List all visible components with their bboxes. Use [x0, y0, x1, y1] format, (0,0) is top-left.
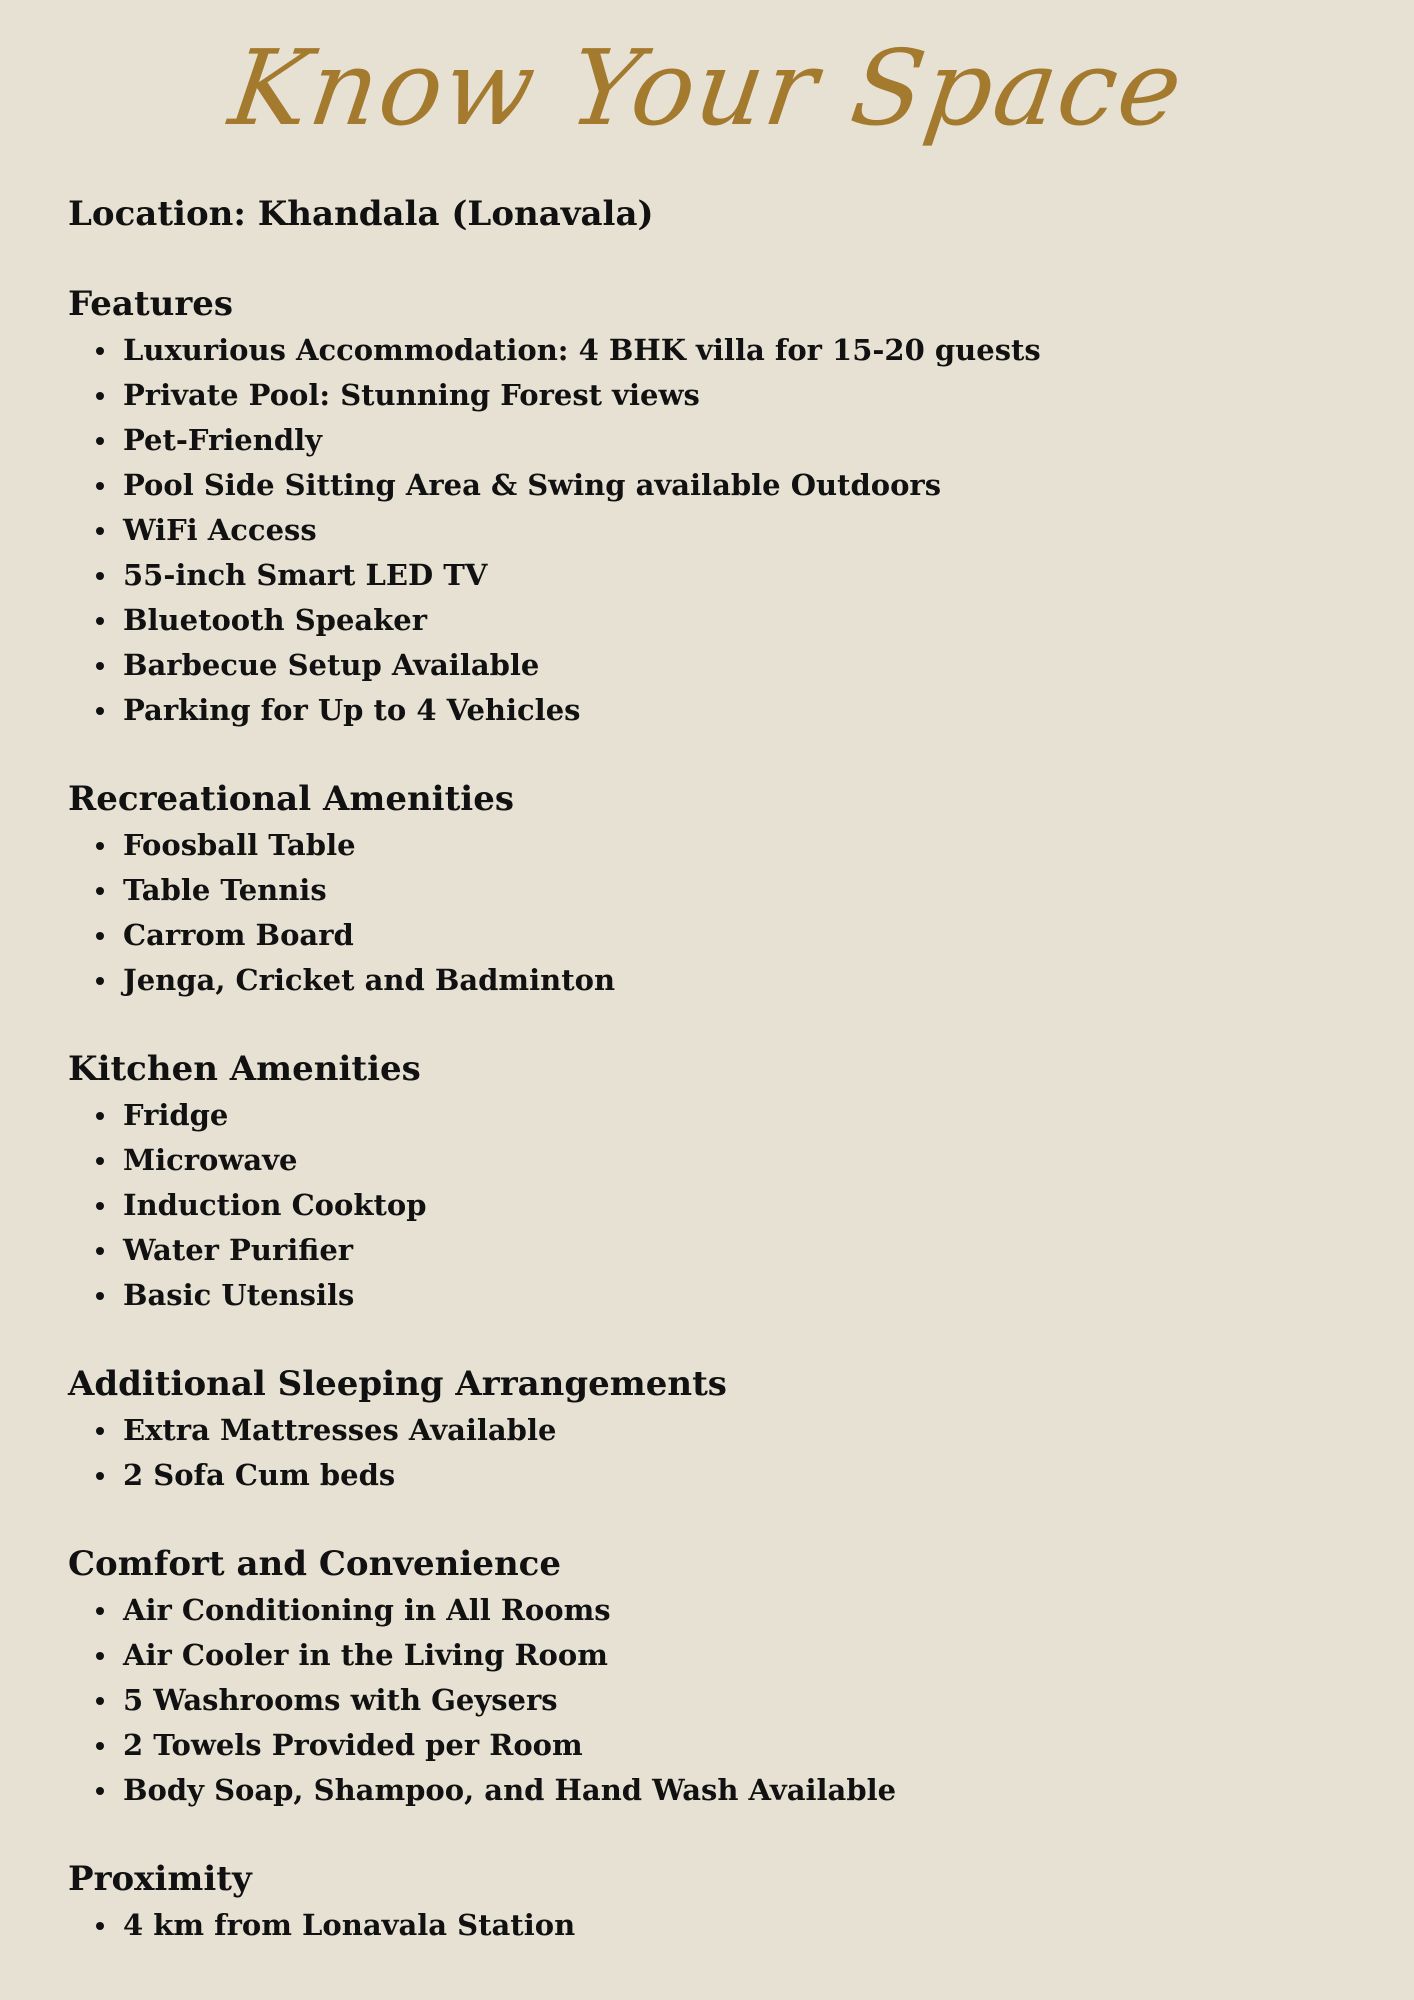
list-item-text: Basic Utensils: [123, 1278, 355, 1312]
features-list: [68, 328, 1368, 733]
list-item: [68, 688, 1368, 733]
list-item-text: Bluetooth Speaker: [123, 603, 428, 637]
bullet-icon: [96, 1472, 104, 1480]
content: [68, 190, 1368, 1948]
bullet-icon: [96, 1112, 104, 1120]
bullet-icon: [96, 1427, 104, 1435]
bullet-icon: [96, 1607, 104, 1615]
list-item-text: Foosball Table: [123, 828, 356, 862]
bullet-icon: [96, 437, 104, 445]
section-heading: Kitchen Amenities: [68, 1049, 421, 1089]
bullet-icon: [96, 662, 104, 670]
list-item-text: 4 km from Lonavala Station: [123, 1908, 576, 1942]
section-proximity: [68, 1855, 1368, 1948]
list-item: [68, 598, 1368, 643]
list-item-text: Carrom Board: [123, 918, 354, 952]
list-item-text: Air Cooler in the Living Room: [123, 1638, 608, 1672]
bullet-icon: [96, 842, 104, 850]
kitchen-amenities-list: [68, 1093, 1368, 1318]
bullet-icon: [96, 347, 104, 355]
section-heading: Recreational Amenities: [68, 779, 514, 819]
location-line: Location: Khandala (Lonavala): [68, 194, 654, 234]
section-features: [68, 280, 1368, 733]
list-item: [68, 1768, 1368, 1813]
list-item: [68, 868, 1368, 913]
bullet-icon: [96, 392, 104, 400]
bullet-icon: [96, 1202, 104, 1210]
section-kitchen-amenities: [68, 1045, 1368, 1318]
list-item: [68, 1093, 1368, 1138]
list-item: [68, 1228, 1368, 1273]
list-item: [68, 328, 1368, 373]
bullet-icon: [96, 527, 104, 535]
list-item-text: Barbecue Setup Available: [123, 648, 540, 682]
bullet-icon: [96, 887, 104, 895]
bullet-icon: [96, 617, 104, 625]
bullet-icon: [96, 1292, 104, 1300]
section-comfort-and-convenience: [68, 1540, 1368, 1813]
comfort-convenience-list: [68, 1588, 1368, 1813]
list-item: [68, 463, 1368, 508]
bullet-icon: [96, 977, 104, 985]
list-item: [68, 1138, 1368, 1183]
section-heading: Features: [68, 284, 234, 324]
list-item: [68, 1408, 1368, 1453]
section-additional-sleeping-arrangements: [68, 1360, 1368, 1498]
list-item: [68, 913, 1368, 958]
list-item: [68, 958, 1368, 1003]
list-item-text: Jenga, Cricket and Badminton: [123, 963, 616, 997]
list-item-text: Luxurious Accommodation: 4 BHK villa for 15-20 guests: [123, 333, 1041, 367]
list-item: [68, 1588, 1368, 1633]
list-item: [68, 643, 1368, 688]
section-recreational-amenities: [68, 775, 1368, 1003]
list-item-text: Private Pool: Stunning Forest views: [123, 378, 700, 412]
bullet-icon: [96, 572, 104, 580]
bullet-icon: [96, 482, 104, 490]
proximity-list: [68, 1903, 1368, 1948]
list-item-text: 2 Sofa Cum beds: [123, 1458, 396, 1492]
bullet-icon: [96, 1922, 104, 1930]
list-item-text: Parking for Up to 4 Vehicles: [123, 693, 581, 727]
list-item-text: Extra Mattresses Available: [123, 1413, 557, 1447]
bullet-icon: [96, 1742, 104, 1750]
list-item-text: WiFi Access: [123, 513, 317, 547]
list-item: [68, 1183, 1368, 1228]
section-heading: Proximity: [68, 1859, 252, 1899]
list-item-text: 55-inch Smart LED TV: [123, 558, 488, 592]
list-item: [68, 373, 1368, 418]
list-item-text: Microwave: [123, 1143, 298, 1177]
list-item: [68, 1903, 1368, 1948]
list-item-text: 2 Towels Provided per Room: [123, 1728, 583, 1762]
page-title: Know Your Space: [222, 27, 1192, 149]
list-item: [68, 1678, 1368, 1723]
bullet-icon: [96, 1697, 104, 1705]
bullet-icon: [96, 932, 104, 940]
list-item-text: Air Conditioning in All Rooms: [123, 1593, 611, 1627]
list-item: [68, 508, 1368, 553]
list-item-text: Water Purifier: [123, 1233, 354, 1267]
list-item: [68, 1453, 1368, 1498]
list-item: [68, 823, 1368, 868]
section-heading: Comfort and Convenience: [68, 1544, 561, 1584]
bullet-icon: [96, 1787, 104, 1795]
section-heading: Additional Sleeping Arrangements: [68, 1364, 727, 1404]
list-item: [68, 1723, 1368, 1768]
bullet-icon: [96, 707, 104, 715]
list-item: [68, 553, 1368, 598]
list-item: [68, 1633, 1368, 1678]
list-item-text: Body Soap, Shampoo, and Hand Wash Available: [123, 1773, 897, 1807]
bullet-icon: [96, 1157, 104, 1165]
recreational-amenities-list: [68, 823, 1368, 1003]
list-item-text: 5 Washrooms with Geysers: [123, 1683, 558, 1717]
bullet-icon: [96, 1652, 104, 1660]
sleeping-arrangements-list: [68, 1408, 1368, 1498]
list-item: [68, 1273, 1368, 1318]
list-item-text: Pool Side Sitting Area & Swing available Outdoors: [123, 468, 942, 502]
list-item: [68, 418, 1368, 463]
bullet-icon: [96, 1247, 104, 1255]
list-item-text: Fridge: [123, 1098, 229, 1132]
list-item-text: Pet-Friendly: [123, 423, 322, 457]
list-item-text: Induction Cooktop: [123, 1188, 427, 1222]
list-item-text: Table Tennis: [123, 873, 327, 907]
